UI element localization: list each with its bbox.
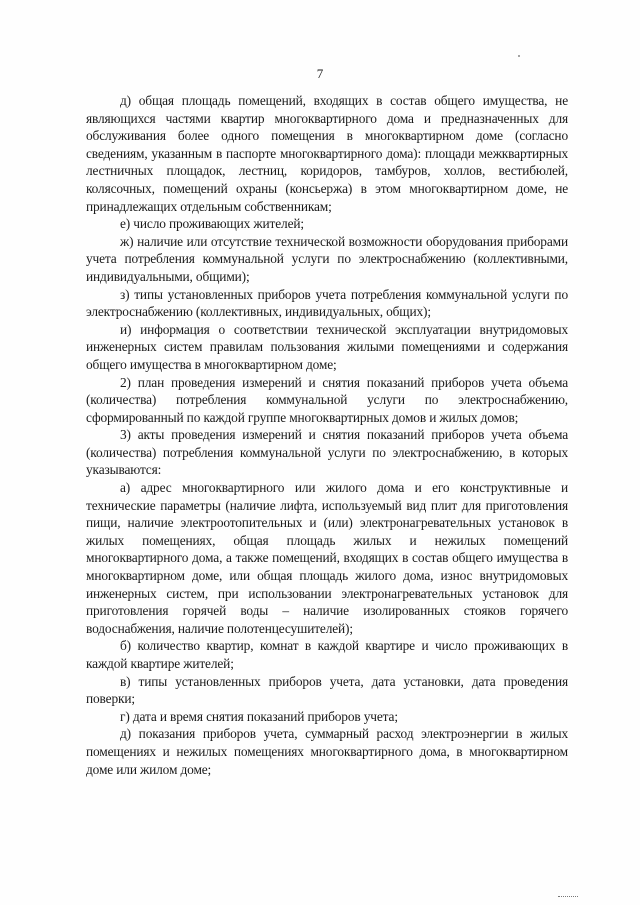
paragraph-z-meter-types: з) типы установленных приборов учета потребления коммунальной услуги по электроснабжению (коллективных, индивидуальных, общих); [86,286,568,320]
paragraph-3-measurement-acts: 3) акты проведения измерений и снятия показаний приборов учета объема (количества) потребления коммунальной услуги по электроснабжению, в которых указываются: [86,427,568,478]
paragraph-i-compliance-info: и) информация о соответствии технической эксплуатации внутридомовых инженерных систем правилам пользования жилыми помещениями и содержания общего имущества в многоквартирном доме; [86,321,568,372]
paragraph-v-meter-installation: в) типы установленных приборов учета, дата установки, дата проведения поверки; [86,673,568,707]
paragraph-g-reading-datetime: г) дата и время снятия показаний приборов учета; [120,708,398,724]
paragraph-b-apartments: б) количество квартир, комнат в каждой квартире и число проживающих в каждой квартире жителей; [86,638,568,671]
scan-corner-mark [558,894,578,897]
paragraph-zh-metering-possibility: ж) наличие или отсутствие технической возможности оборудования приборами учета потребления коммунальной услуги по электроснабжению (коллективными, индивидуальными, общими); [86,233,568,284]
paragraph-e-residents: е) число проживающих жителей; [120,216,304,232]
scan-speck [518,55,520,57]
page-number: 7 [316,66,324,81]
document-body [86,92,568,778]
paragraph-a-address-parameters: а) адрес многоквартирного или жилого дома и его конструктивные и технические параметры (наличие лифта, используемый вид плит для приготовления пищи, наличие электроотопительных и (или) электронагревательных установок в жилых помещениях, общая площадь жилых и нежилых помещений многоквартирного дома, а также помещений, входящих в состав общего имущества в многоквартирном доме, или общая площадь жилого дома, износ внутридомовых инженерных систем, при использовании электронагревательных установок для приготовления горячей воды – наличие изолированных стояков горячего водоснабжения, наличие полотенцесушителей); [86,480,568,636]
paragraph-d-meter-readings: д) показания приборов учета, суммарный расход электроэнергии в жилых помещениях и нежилых помещениях многоквартирного дома, в многоквартирном доме или жилом доме; [86,726,568,777]
paragraph-2-measurement-plan: 2) план проведения измерений и снятия показаний приборов учета объема (количества) потребления коммунальной услуги по электроснабжению, сформированный по каждой группе многоквартирных домов и жилых домов; [86,374,568,425]
paragraph-d-common-area: д) общая площадь помещений, входящих в состав общего имущества, не являющихся частями квартир многоквартирного дома и предназначенных для обслуживания более одного помещения в многоквартирном доме (согласно сведениям, указанным в паспорте многоквартирного дома): площади межквартирных лестничных площадок, лестниц, коридоров, тамбуров, холлов, вестибюлей, колясочных, помещений охраны (консьержа) в этом многоквартирном доме, не принадлежащих отдельным собственникам; [86,93,568,214]
